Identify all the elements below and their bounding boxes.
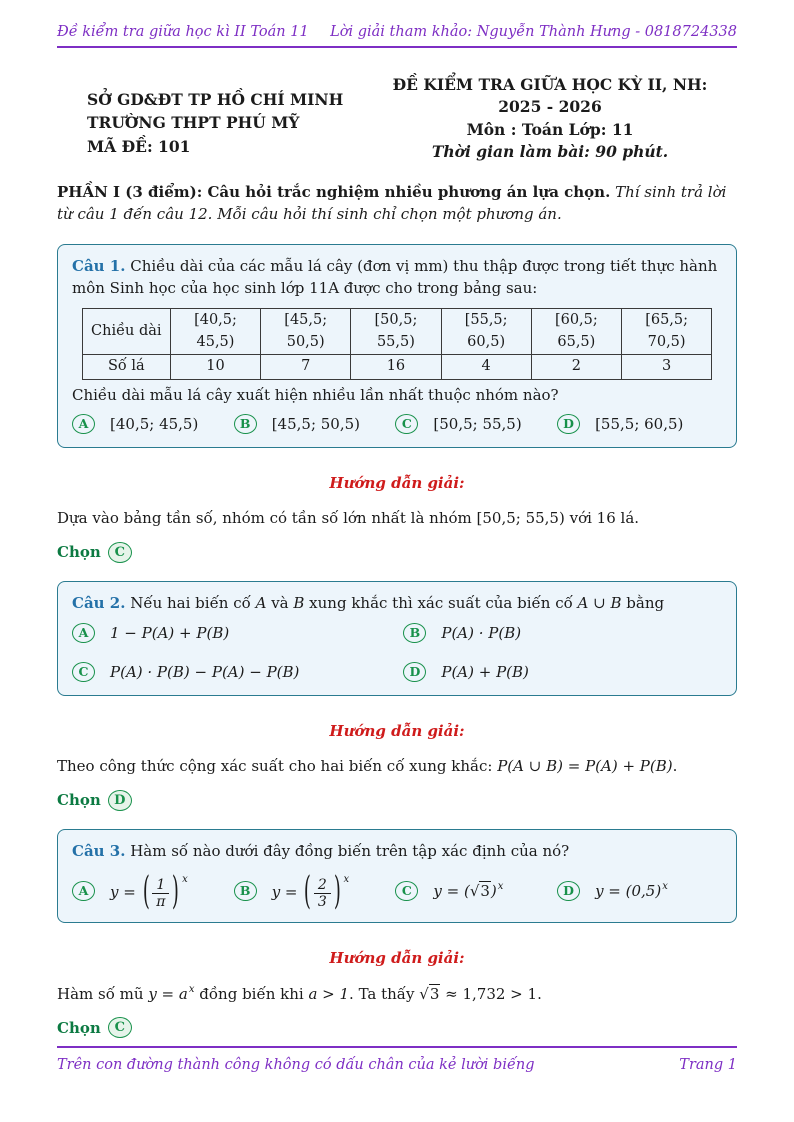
solution-text: . (537, 984, 542, 1003)
page-footer (57, 1046, 737, 1073)
table-cell: 3 (621, 355, 711, 380)
solution-heading-2: Hướng dẫn giải: (329, 722, 465, 741)
part1-heading (57, 181, 737, 226)
header-right-text: Lời giải tham khảo: Nguyễn Thành Hưng - 0818724338 (330, 24, 737, 40)
exam-title: ĐỀ KIỂM TRA GIỮA HỌC KỲ II, NH: (392, 75, 708, 94)
option-letter-badge: A (72, 881, 95, 901)
solution-text: Theo công thức cộng xác suất cho hai biến cố xung khắc: (57, 757, 498, 776)
solution-text-1: Dựa vào bảng tần số, nhóm có tần số lớn nhất là nhóm [50,5; 55,5) với 16 lá. (57, 509, 640, 528)
option-text: [45,5; 50,5) (271, 414, 361, 433)
answer-line-2 (57, 790, 737, 811)
intro-text: bằng (621, 593, 665, 612)
question-1-intro (72, 255, 722, 300)
intro-text: xung khắc thì xác suất của biến cố (304, 593, 578, 612)
table-row (82, 308, 712, 355)
solution-text: đồng biến khi (194, 984, 309, 1003)
math-inline: B (293, 593, 305, 612)
answer-badge: C (108, 1017, 132, 1038)
chon-label: Chọn (57, 791, 101, 810)
option-b (403, 622, 722, 645)
answer-badge: C (108, 542, 132, 563)
table-row (82, 355, 712, 380)
math-pre: y = (271, 883, 298, 902)
fraction (314, 877, 331, 910)
radicand: 3 (429, 984, 440, 1003)
left-paren: ( (142, 869, 150, 915)
option-letter-badge: C (72, 662, 95, 682)
option-a (72, 622, 403, 645)
table-cell: 7 (261, 355, 351, 380)
option-math (433, 879, 503, 903)
page-number: Trang 1 (679, 1057, 737, 1073)
question-2-options (72, 622, 722, 683)
radicand: 3 (480, 882, 490, 901)
sqrt-symbol: √ (469, 882, 480, 901)
option-math: P(A) + P(B) (441, 662, 529, 681)
math-pre: y = (110, 883, 136, 902)
question-1-options (72, 413, 722, 436)
option-math: 1 − P(A) + P(B) (110, 624, 230, 643)
table-cell: [50,5; 55,5) (351, 308, 441, 355)
option-letter-badge: D (403, 662, 426, 682)
table-cell: [65,5; 70,5) (621, 308, 711, 355)
title-block (57, 74, 737, 164)
exponent: x (343, 874, 350, 886)
option-c (395, 872, 557, 910)
exam-year: 2025 - 2026 (498, 97, 602, 117)
option-a (72, 869, 234, 915)
question-2-box (57, 581, 737, 697)
option-c (72, 661, 403, 684)
table-cell: 4 (441, 355, 531, 380)
option-c (395, 413, 557, 436)
chon-label: Chọn (57, 543, 101, 562)
question-3-label: Câu 3. (72, 841, 126, 860)
fraction-numerator: 1 (156, 876, 166, 893)
table-cell: 10 (170, 355, 260, 380)
table-cell: [45,5; 50,5) (261, 308, 351, 355)
right-paren: ) (333, 869, 341, 915)
table-cell: 2 (531, 355, 621, 380)
question-3-intro-text: Hàm số nào dưới đây đồng biến trên tập xác định của nó? (125, 841, 570, 860)
option-d (557, 872, 722, 910)
question-1-prompt: Chiều dài mẫu lá cây xuất hiện nhiều lần nhất thuộc nhóm nào? (72, 386, 559, 405)
math-inline: P(A ∪ B) = P(A) + P(B) (497, 757, 673, 776)
option-letter-badge: D (557, 414, 580, 434)
solution-heading-1: Hướng dẫn giải: (329, 474, 465, 493)
table-cell: Số lá (82, 355, 170, 380)
question-3-options (72, 869, 722, 915)
question-2-intro (72, 592, 722, 615)
table-cell: 16 (351, 355, 441, 380)
school-info (57, 74, 363, 164)
option-letter-badge: B (234, 881, 257, 901)
solution-text: . (672, 757, 678, 776)
option-text: [50,5; 55,5) (433, 414, 522, 433)
math-post: ) (490, 882, 497, 901)
solution-text: . Ta thấy (349, 984, 420, 1003)
part1-title: PHẦN I (3 điểm): Câu hỏi trắc nghiệm nhiều phương án lựa chọn. (57, 182, 611, 201)
question-1-intro-text: Chiều dài của các mẫu lá cây (đơn vị mm) thu thập được trong tiết thực hành môn Sinh học của học sinh lớp 11A được cho trong bảng sau: (72, 256, 718, 298)
school-name: TRƯỜNG THPT PHÚ MỸ (87, 113, 300, 133)
chon-label: Chọn (57, 1018, 101, 1037)
option-b (234, 869, 396, 915)
option-letter-badge: A (72, 414, 95, 434)
option-text: [40,5; 45,5) (110, 414, 199, 433)
exponent: x (662, 881, 668, 893)
intro-text: Nếu hai biến cố (125, 593, 256, 612)
option-math: P(A) · P(B) (441, 624, 522, 643)
math-inline: ≈ 1,732 > 1 (440, 984, 538, 1003)
exam-subject: Môn : Toán Lớp: 11 (466, 119, 634, 139)
right-paren: ) (172, 869, 180, 915)
exam-info (363, 74, 737, 164)
math-inline: A (255, 593, 267, 612)
exponent: x (497, 881, 504, 893)
option-letter-badge: C (395, 881, 418, 901)
fraction-numerator: 2 (317, 876, 327, 893)
sqrt-symbol: √ (419, 984, 429, 1003)
table-cell: Chiều dài (82, 308, 170, 355)
answer-line-3 (57, 1017, 737, 1038)
page-header (57, 0, 737, 48)
fraction-denominator: π (152, 893, 169, 910)
school-department: SỞ GD&ĐT TP HỒ CHÍ MINH (87, 90, 344, 109)
left-paren: ( (304, 869, 312, 915)
question-2-label: Câu 2. (72, 593, 126, 612)
table-cell: [40,5; 45,5) (170, 308, 260, 355)
answer-badge: D (108, 790, 132, 811)
question-3-box (57, 829, 737, 923)
math-inline: A ∪ B (577, 593, 622, 612)
solution-text-3 (57, 982, 737, 1006)
option-text: [55,5; 60,5) (595, 414, 684, 433)
option-letter-badge: C (395, 414, 418, 434)
option-math: P(A) · P(B) − P(A) − P(B) (110, 662, 300, 681)
fraction-denominator: 3 (314, 893, 331, 910)
answer-line-1 (57, 542, 737, 563)
question-1-label: Câu 1. (72, 256, 126, 275)
math-inline: a > 1 (308, 984, 350, 1003)
option-math (271, 869, 350, 915)
math-pre: y = (0,5) (595, 882, 662, 901)
option-a (72, 413, 234, 436)
part1-instructions: Thí sinh trả lời từ câu 1 đến câu 12. Mỗi câu hỏi thí sinh chỉ chọn một phương án. (57, 182, 727, 224)
exam-code: MÃ ĐỀ: 101 (87, 136, 191, 156)
exponent: x (182, 874, 188, 886)
fraction (152, 877, 169, 910)
option-letter-badge: B (403, 623, 426, 643)
solution-heading-3: Hướng dẫn giải: (329, 948, 465, 967)
question-3-intro (72, 840, 722, 863)
solution-text: Hàm số mũ (57, 984, 149, 1003)
option-math (110, 869, 188, 915)
math-pre: y = ( (433, 882, 470, 901)
exponent: x (188, 983, 195, 995)
solution-text-2 (57, 755, 737, 778)
math-inline: y = a (148, 984, 188, 1003)
exam-duration: Thời gian làm bài: 90 phút. (431, 142, 669, 162)
option-d (403, 661, 722, 684)
footer-motto: Trên con đường thành công không có dấu chân của kẻ lười biếng (57, 1057, 535, 1073)
header-left-text: Đề kiểm tra giữa học kì II Toán 11 (57, 24, 309, 40)
option-math (595, 879, 668, 903)
question-1-box (57, 244, 737, 448)
option-letter-badge: A (72, 623, 95, 643)
table-cell: [60,5; 65,5) (531, 308, 621, 355)
table-cell: [55,5; 60,5) (441, 308, 531, 355)
frequency-table (82, 308, 713, 380)
option-letter-badge: D (557, 881, 580, 901)
option-d (557, 413, 722, 436)
option-b (234, 413, 396, 436)
intro-text: và (266, 593, 294, 612)
option-letter-badge: B (234, 414, 257, 434)
